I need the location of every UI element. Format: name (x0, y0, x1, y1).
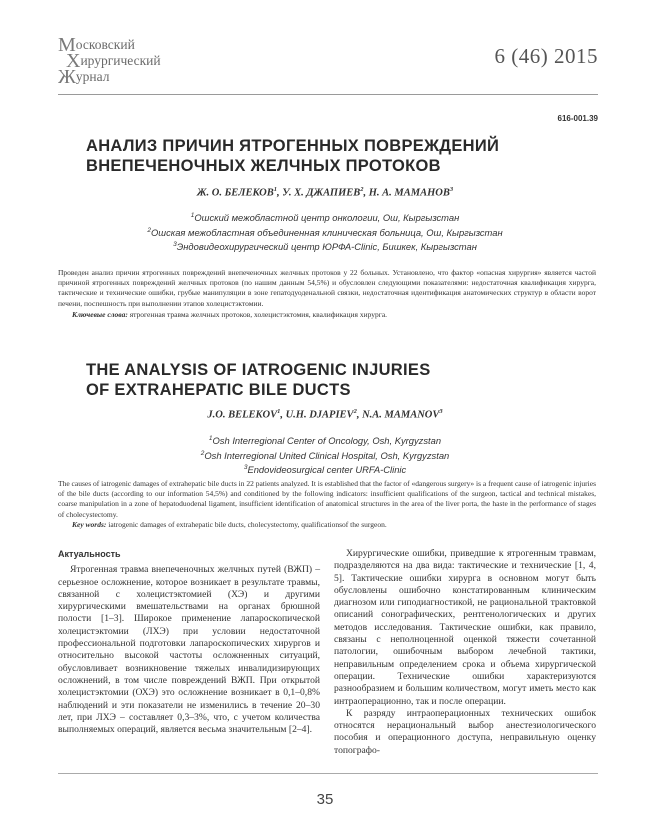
title-line: АНАЛИЗ ПРИЧИН ЯТРОГЕННЫХ ПОВРЕЖДЕНИЙ (86, 137, 500, 155)
affiliation: $^3$Endovideosurgical center URFA-Clinic (243, 464, 407, 476)
journal-logo: Московский Хирургический Журнал (58, 34, 161, 88)
affiliations-en (0, 433, 650, 477)
footer-divider (58, 773, 598, 774)
article-title-en (86, 360, 586, 400)
keywords-label: Key words: (72, 520, 107, 529)
page-number: 35 (316, 791, 334, 808)
keywords-label: Ключевые слова: (72, 310, 128, 319)
affiliation: $^2$Osh Interregional United Clinical Hospital, Osh, Kyrgyzstan (200, 449, 450, 461)
author-name: У. Х. ДЖАПИЕВ (282, 187, 361, 199)
body-column-right (334, 548, 596, 757)
title-line: THE ANALYSIS OF IATROGENIC INJURIES (86, 361, 431, 379)
keywords-en: Key words: iatrogenic damages of extrahepatic bile ducts, cholecystectomy, qualificationsof the surgeon. (72, 520, 387, 529)
abstract-ru: Проведен анализ причин ятрогенных повреждений внепеченочных желчных протоков у 22 больных. Установлено, что фактор «опасная хирургия» является частой причиной ятрогенных повреждений желчных протоков (по нашим данным 54,5%) и обусловлен следующими показателями: недостаточная квалификация хирурга, тактические и технические ошибки, грубые манипуляции в зоне гепатодуоденальной связки, недостаточная идентификация анатомических структур в области ворот печени, поспешность при выполнении этапов холецистэктомии. (58, 268, 596, 308)
affiliations-ru (0, 210, 650, 254)
abstract-en: The causes of iatrogenic damages of extrahepatic bile ducts in 22 patients analyzed. It is established that the factor of «dangerous surgery» is a frequent cause of iatrogenic injuries of the bile ducts (according to our information 54,5%) and conditioned by the following indicators: insufficient qualifications of the surgeon, tactical and technical mistakes, coarse manipulation in a zone of hepatoduodenal ligament, insufficient identification of anatomical structures in the area of the liver porta, the haste in the performance of stages of cholecystectomy. (58, 479, 596, 519)
body-paragraph: Ятрогенная травма внепеченочных желчных путей (ВЖП) – серьезное осложнение, которое возникает в результате травмы, связанной с холецистэктомией (ХЭ) и другими хирургическими вмешательствами на органах брюшной полости [1–3]. Широкое применение лапароскопической холецистэктомии (ЛХЭ) при условии недостаточной профессиональной подготовки лапароскопических хирургов и относительно высокой частоты осложненных ситуаций, обусловливает возникновение тяжелых инвалидизирующих осложнений, в том числе повреждений ВЖП. При открытой холецистэктомии (ОХЭ) это осложнение возникает в 0,1–0,8% наблюдений и эти показатели не изменились в течение 20–30 лет, при ЛХЭ – составляет 0,3–3%, что, с учетом количества выполняемых операций, является весьма значительным [2–4]. (58, 564, 320, 736)
article-title-ru (86, 136, 586, 176)
authors-ru: Ж. О. БЕЛЕКОВ$^1$, У. Х. ДЖАПИЕВ$^2$, Н. А. МАМАНОВ$^3$ (196, 186, 454, 199)
affiliation: $^3$Эндовидеохирургический центр ЮРФА-Clinic, Бишкек, Кыргызстан (173, 241, 477, 253)
affiliation: $^2$Ошская межобластная объединенная клиническая больница, Ош, Кыргызстан (147, 226, 503, 238)
author-name: N.A. MAMANOV (362, 409, 440, 421)
author-name: Ж. О. БЕЛЕКОВ (196, 187, 274, 199)
affiliation: $^1$Ошский межобластной центр онкологии, Ош, Кыргызстан (190, 212, 460, 224)
title-line: ВНЕПЕЧЕНОЧНЫХ ЖЕЛЧНЫХ ПРОТОКОВ (86, 157, 441, 175)
keywords-ru: Ключевые слова: ятрогенная травма желчных протоков, холецистэктомия, квалификация хирурга. (72, 310, 388, 319)
body-column-left (58, 548, 320, 736)
header-divider (58, 94, 598, 95)
body-paragraph: Хирургические ошибки, приведшие к ятрогенным травмам, подразделяются на два вида: тактические и технические [1, 4, 5]. Тактические ошибки хирурга в основном могут быть обусловлены ошибочно констатированным клиническим диагнозом или гиподиагностикой, не рациональной трактовкой описаний сонографических, рентгенологических и других методов исследования. Тактические ошибки, как правило, связаны с неполноценной оценкой тяжести сочетанной патологии, ошибочным выбором лечебной тактики, неправильным определением срока и объема хирургической операции. Технические ошибки характеризуются разнообразием и большим количеством, могут иметь место как интраоперационно, так и после операции. (334, 548, 596, 707)
author-name: U.H. DJAPIEV (285, 409, 354, 421)
authors-en: J.O. BELEKOV$^1$, U.H. DJAPIEV$^2$, N.A. MAMANOV$^3$ (207, 408, 443, 421)
issue-number: 6 (46) 2015 (494, 44, 598, 68)
affiliation: $^1$Osh Interregional Center of Oncology, Osh, Kyrgyzstan (208, 435, 442, 447)
author-name: Н. А. МАМАНОВ (368, 187, 450, 199)
section-heading: Актуальность (58, 549, 121, 559)
udk-code: 616-001.39 (557, 114, 598, 123)
title-line: OF EXTRAHEPATIC BILE DUCTS (86, 381, 351, 399)
author-name: J.O. BELEKOV (207, 409, 278, 421)
body-paragraph: К разряду интраоперационных технических ошибок относятся нерациональный выбор анестезиологического пособия и операционного доступа, неправильную оценку топографо- (334, 707, 596, 756)
